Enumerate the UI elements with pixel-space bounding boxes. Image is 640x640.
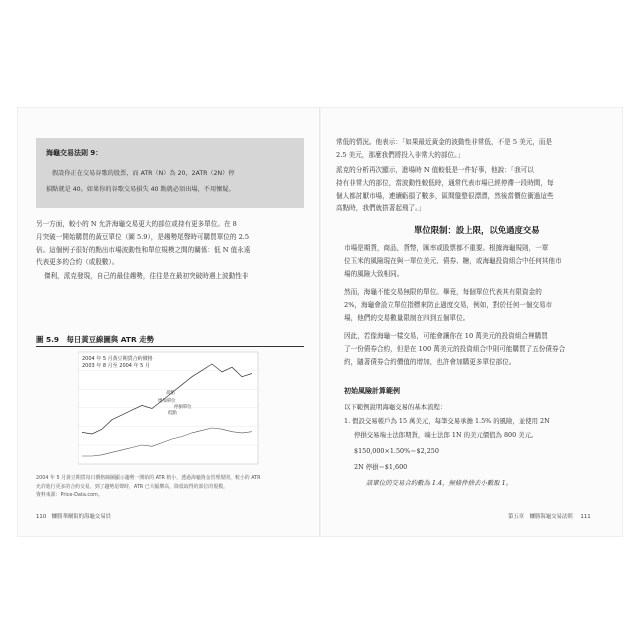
text-line: 常低的情況。他表示：「如果最近黃金的波動性非常低，不是 5 美元，而是 xyxy=(336,138,553,146)
text-line: 約，隨著債券合約價值的增加，也許會加購更多單位部位。 xyxy=(344,357,516,366)
text-line: 另一方面，較小的 N 允許海龜交易更大的部位或持有更多單位。在 8 xyxy=(36,220,237,228)
example-line: 1. 假設交易帳戶為 15 萬美元，每筆交易承擔 1.5% 的風險，並使用 2N xyxy=(344,417,550,425)
text-line: 高點時，我們就搭著起飛了。」 xyxy=(336,204,426,213)
paragraph xyxy=(344,242,616,280)
text-line: 派克的分析再次顯示，進場時 N 值較低是一件好事，他說：「我可以 xyxy=(336,166,534,174)
right-footer xyxy=(508,512,591,520)
rule-box xyxy=(36,138,304,208)
caption-line: 2004 年 5 月黃豆期貨每日價格線圖顯示趨勢一開始的 ATR 較小，透過海龜資金管理規則，較小的 ATR xyxy=(36,475,261,481)
text-line: 倍。這個例子很好的點出市場波動性和單位規模之間的關係：低 N 值永遠 xyxy=(36,245,251,254)
text-line: 傑利，派克發現，自己的最佳趨勢，往往是在最初突破時遇上波動性非 xyxy=(44,272,249,280)
footer-chapter: 第五章 鱷勝海龜交易法則 xyxy=(508,514,573,520)
example-line: 該單位的交易合約數為 1.4，無條件捨去小數取 1。 xyxy=(366,479,513,487)
text-line: 場的風險大致相同。 xyxy=(344,269,404,278)
gutter xyxy=(319,108,321,536)
paragraph xyxy=(336,164,618,215)
figure-rule xyxy=(36,346,304,347)
example-title: 初始風險計算範例 xyxy=(344,387,400,395)
rule-line: 損點就是 40。如果你的谷歌交易損失 40 點就必須出場，不用懷疑。 xyxy=(46,186,235,193)
annotation-add-unit: 增加單位 xyxy=(158,399,176,404)
example-line: 以下範例說明海龜交易的基本流程： xyxy=(344,403,447,411)
paragraph xyxy=(44,270,306,283)
caption-line: 資料來源：Price-Data.com。 xyxy=(36,492,103,499)
page-number: 111 xyxy=(580,514,591,520)
text-line: 個人都討厭市場，連續虧損了數多，區間盤整很漂漂，然後當價位衝過這些 xyxy=(336,191,554,200)
figure-caption xyxy=(36,474,306,500)
rule-title: 海龜交易法則 9： xyxy=(46,149,103,157)
legend-line-2: 2003 年 8 月至 2004 年 5 月 xyxy=(82,363,150,369)
text-line: 2.5 美元，那麼我們將投入非常大的部位。」 xyxy=(336,150,464,159)
text-line: 場，他們的交易數量限制在四到五個單位。 xyxy=(344,313,470,322)
annotation-high: 高點 xyxy=(166,391,175,396)
paragraph xyxy=(344,286,616,324)
example-line: 停損交易端士法郎期貨，端士法郎 1N 的美元價值為 800 美元。 xyxy=(354,431,538,439)
text-line: 持有非常大的部位，當波動性較低時，通常代表市場已經停滯一段時間，每 xyxy=(336,178,554,187)
figure-title: 圖 5.9 每日黃豆線圖與 ATR 走勢 xyxy=(36,335,154,344)
annotation-low: 低點 xyxy=(168,411,177,416)
section-title: 單位限制：設上限，以免過度交易 xyxy=(414,225,540,235)
text-line: 市場是期貨，商品，貨幣，匯率或股票都不重要。根據海龜規則，一單 xyxy=(344,244,549,252)
left-page xyxy=(18,108,318,536)
soybean-chart xyxy=(78,350,282,528)
caption-line: 允許進行更多的合約交易，到了趨勢尾聲時，ATR 已大幅攀高，降低取得的部位的規模。 xyxy=(36,483,228,490)
rule-line: 假設你正在交易谷歌的股票，而 ATR（N）為 20，2ATR（2N）停 xyxy=(52,170,235,177)
text-line: 月突破一開始購買的黃豆單位（圖 5.9），是趨勢尾聲時可購買單位的 2.5 xyxy=(36,232,250,241)
text-line: 因此，若像海龜一樣交易，可能會讓你在 10 萬美元的投資組合裡購買 xyxy=(344,332,548,340)
paragraph xyxy=(336,136,618,162)
text-line: 代表更多的合約（或股數）。 xyxy=(36,258,119,267)
text-line: 然而，海龜不能交易無限的單位。畢竟，每個單位代表其有限資金的 xyxy=(344,288,542,296)
annotation-stop-unit: 停損單位 xyxy=(174,405,192,410)
example-line: 2N 停損＝$1,600 xyxy=(354,463,408,471)
text-line: 位玉米的風險現在與一單位美元、債券、糖，或海龜投資組合中任何其他市 xyxy=(344,256,562,265)
right-page xyxy=(322,108,622,536)
paragraph xyxy=(344,330,616,368)
left-footer: 110 鱷勝華爾街的海龜交易員 xyxy=(36,514,111,520)
text-line: 2%，海龜會設立單位指標來防止過度交易，例如，對於任何一個交易市 xyxy=(344,300,553,309)
paragraph xyxy=(36,218,306,269)
text-line: 了一份債券合約，但是在 100 萬美元的投資組合中則可能購買了五份債券合 xyxy=(344,344,566,353)
legend-line-1: 2004 年 5 月黃豆期貨合約價格 xyxy=(82,356,153,362)
example-line: $150,000×1.50%＝$2,250 xyxy=(354,447,439,455)
